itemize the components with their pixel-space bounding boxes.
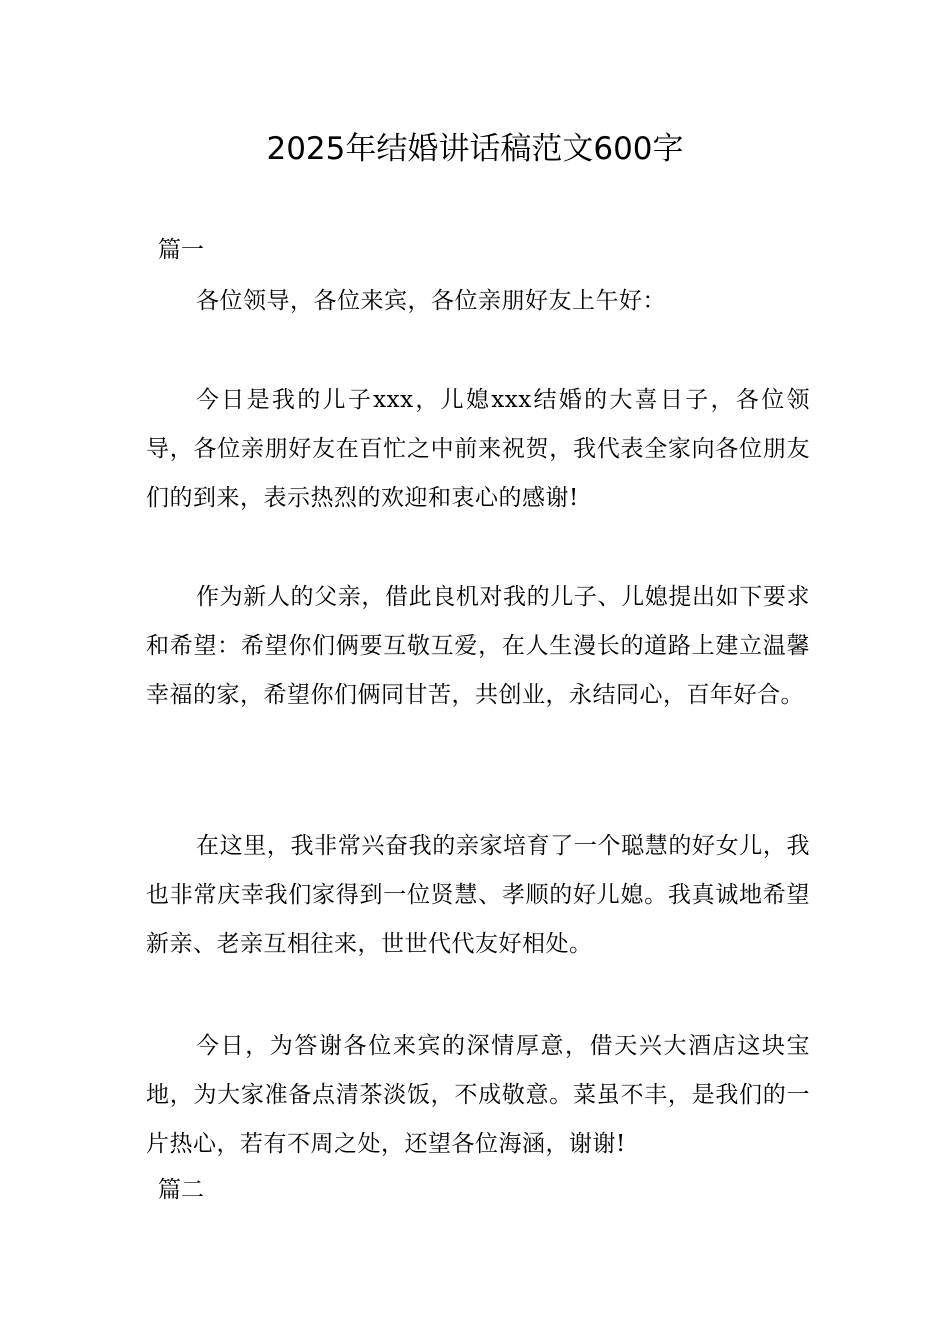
section-label-1: 篇一 xyxy=(158,237,204,263)
document-title: 2025年结婚讲话稿范文600字 xyxy=(266,131,684,167)
paragraph-in-laws: 在这里，我非常兴奋我的亲家培育了一个聪慧的好女儿，我也非常庆幸我们家得到一位贤慧、孝顺的好儿媳。我真诚地希望新亲、老亲互相往来，世世代代友好相处。 xyxy=(146,833,810,957)
section-label-2: 篇二 xyxy=(158,1177,204,1203)
paragraph-greeting: 各位领导，各位来宾，各位亲朋好友上午好： xyxy=(196,288,666,314)
paragraph-welcome: 今日是我的儿子xxx，儿媳xxx结婚的大喜日子，各位领导，各位亲朋好友在百忙之中前来祝贺，我代表全家向各位朋友们的到来，表示热烈的欢迎和衷心的感谢! xyxy=(146,387,810,511)
paragraph-thanks: 今日，为答谢各位来宾的深情厚意，借天兴大酒店这块宝地，为大家准备点清茶淡饭，不成敬意。菜虽不丰，是我们的一片热心，若有不周之处，还望各位海涵，谢谢! xyxy=(146,1033,810,1157)
paragraph-wishes: 作为新人的父亲，借此良机对我的儿子、儿媳提出如下要求和希望：希望你们俩要互敬互爱，在人生漫长的道路上建立温馨幸福的家，希望你们俩同甘苦，共创业，永结同心，百年好合。 xyxy=(146,584,810,708)
